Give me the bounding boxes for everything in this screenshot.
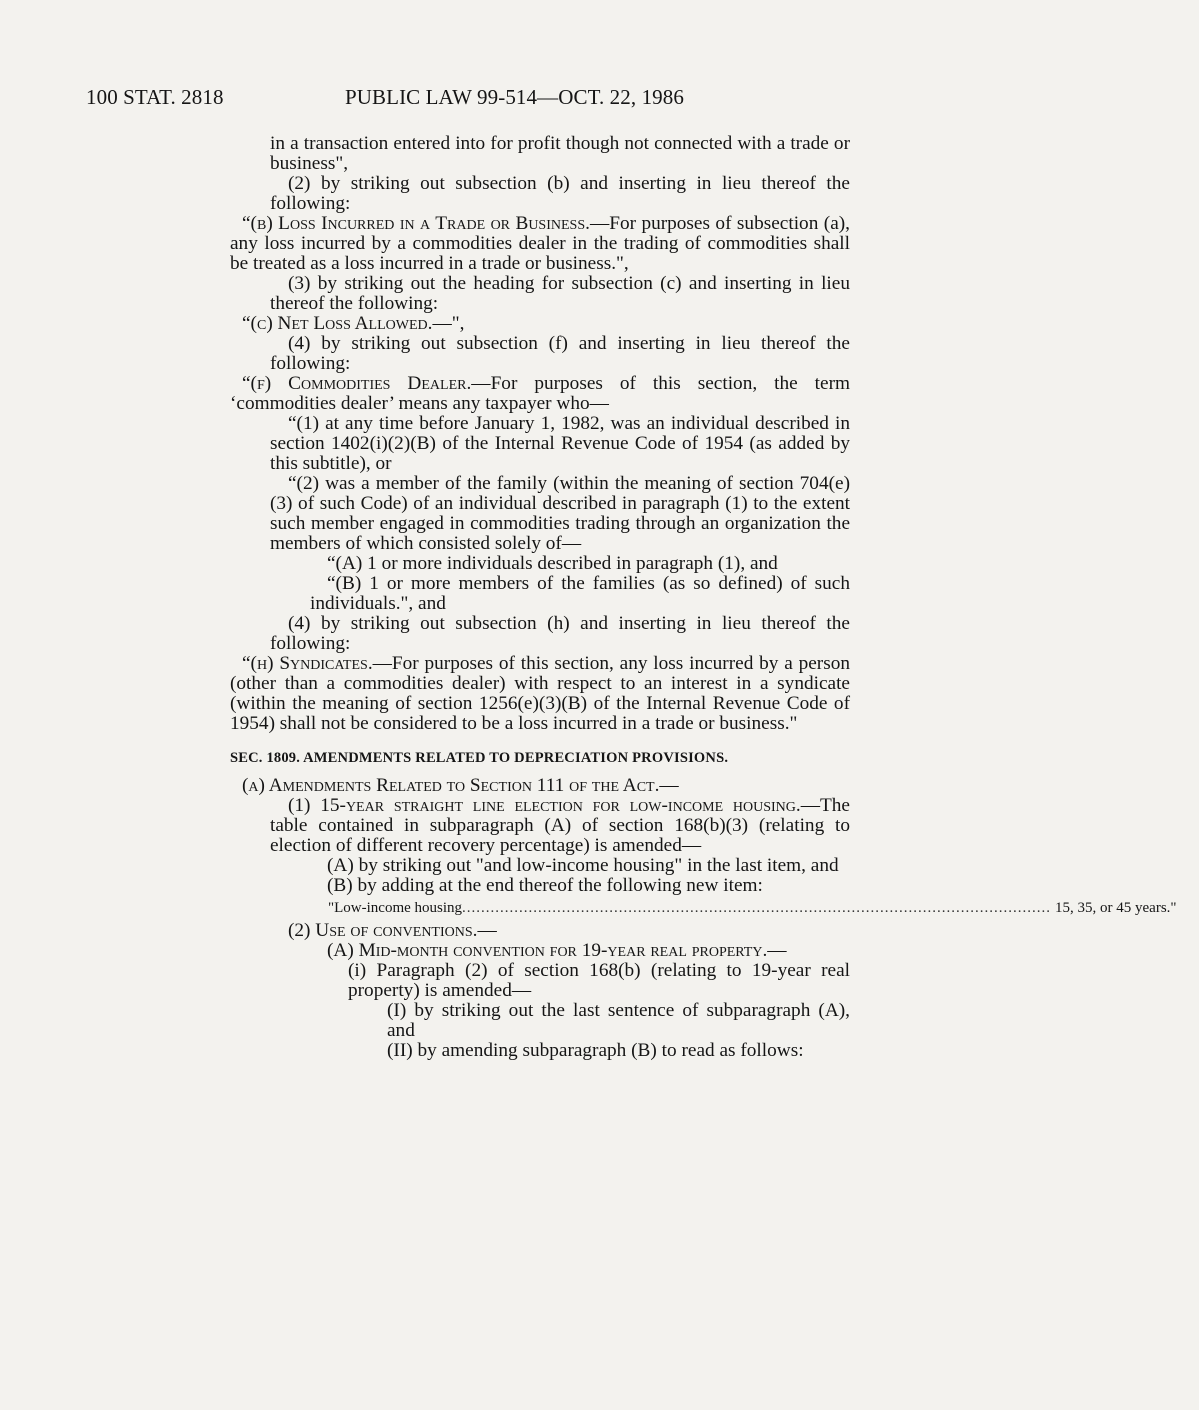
- paragraph-text: —For purposes of this section, the term ‘commodities dealer’ means any taxpayer who—: [230, 373, 851, 414]
- paragraph: (B) by adding at the end thereof the following new item:: [327, 875, 763, 896]
- table-item-value: 15, 35, or 45 years.": [1055, 900, 1177, 916]
- page-reference: 100 STAT. 2818: [86, 85, 224, 109]
- paragraph: “(1) at any time before January 1, 1982, was an individual described in section 1402(i)(2)(B) of the Internal Revenue Code of 1954 (as added by this subtitle), or: [270, 413, 850, 474]
- paragraph-heading: (A) Mid-month convention for 19-year real property.—: [327, 940, 787, 961]
- subsection-heading: “(f) Commodities Dealer.: [242, 373, 472, 394]
- paragraph-text: —The table contained in subparagraph (A) of section 168(b)(3) (relating to election of different recovery percentage) is amended—: [270, 795, 850, 856]
- subsection-heading: (a) Amendments Related to Section 111 of the Act.—: [242, 775, 679, 796]
- paragraph: (2) by striking out subsection (b) and inserting in lieu thereof the following:: [270, 173, 850, 214]
- paragraph: [230, 214, 850, 274]
- paragraph: “(B) 1 or more members of the families (as so defined) of such individuals.", and: [310, 573, 850, 614]
- paragraph: (4) by striking out subsection (h) and inserting in lieu thereof the following:: [270, 613, 850, 654]
- paragraph: (A) by striking out "and low-income housing" in the last item, and: [327, 855, 839, 876]
- paragraph: [230, 654, 850, 734]
- paragraph: (I) by striking out the last sentence of subparagraph (A), and: [387, 1000, 850, 1041]
- document-body: [230, 133, 1177, 1061]
- paragraph: “(2) was a member of the family (within the meaning of section 704(e)(3) of such Code) of an individual described in paragraph (1) to the extent such member engaged in commodities trading through an organization the members of which consisted solely of—: [270, 473, 850, 554]
- paragraph-heading: (2) Use of conventions.—: [288, 920, 497, 941]
- paragraph: (i) Paragraph (2) of section 168(b) (relating to 19-year real property) is amended—: [348, 960, 850, 1001]
- paragraph: [230, 374, 850, 414]
- table-item-label: "Low-income housing: [328, 900, 463, 916]
- subsection-heading: “(c) Net Loss Allowed.—",: [242, 313, 465, 334]
- subsection-heading: “(b) Loss Incurred in a Trade or Business.: [242, 213, 590, 234]
- table-item: [230, 898, 1177, 918]
- paragraph-text: —For purposes of subsection (a), any loss incurred by a commodities dealer in the trading of commodities shall be treated as a loss incurred in a trade or business.",: [230, 213, 850, 274]
- paragraph: (4) by striking out subsection (f) and inserting in lieu thereof the following:: [270, 333, 850, 374]
- leader-dots: ............................................................................................................................: [462, 900, 1052, 916]
- paragraph: (II) by amending subparagraph (B) to read as follows:: [387, 1040, 804, 1061]
- paragraph: “(A) 1 or more individuals described in paragraph (1), and: [327, 553, 778, 574]
- law-title: PUBLIC LAW 99-514—OCT. 22, 1986: [345, 85, 684, 109]
- paragraph: in a transaction entered into for profit though not connected with a trade or business",: [270, 133, 850, 174]
- section-heading: SEC. 1809. AMENDMENTS RELATED TO DEPRECIATION PROVISIONS.: [230, 750, 729, 766]
- subsection-heading: “(h) Syndicates.: [242, 653, 373, 674]
- paragraph-text: —For purposes of this section, any loss incurred by a person (other than a commodities dealer) with respect to an interest in a syndicate (within the meaning of section 1256(e)(3)(B) of the Internal Revenue Code of 1954) shall not be considered to be a loss incurred in a trade or business.": [230, 653, 850, 734]
- paragraph: (3) by striking out the heading for subsection (c) and inserting in lieu thereof the following:: [270, 273, 850, 314]
- paragraph-heading: (1) 15-year straight line election for low-income housing.: [288, 795, 801, 816]
- paragraph: [230, 796, 850, 856]
